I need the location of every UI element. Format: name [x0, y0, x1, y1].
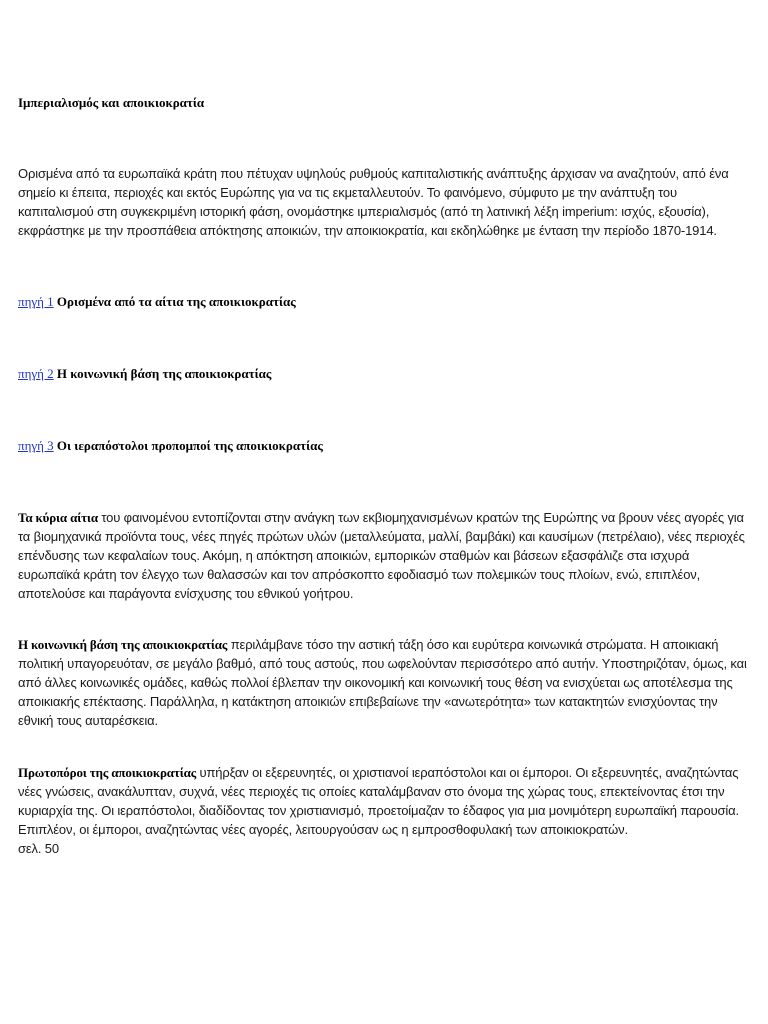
source-3-title: Οι ιεραπόστολοι προπομποί της αποικιοκρατίας	[56, 438, 323, 453]
paragraph-pioneers-lead: Πρωτοπόροι της αποικιοκρατίας	[18, 765, 197, 780]
paragraph-social-base-text: περιλάμβανε τόσο την αστική τάξη όσο και ευρύτερα κοινωνικά στρώματα. Η αποικιακή πολιτική υπαγορευόταν, σε μεγάλο βαθμό, από τους αστούς, που ωφελούνταν περισσότερο από αυτήν. Υποστηριζόταν, όμως, και από άλλες κοινωνικές ομάδες, καθώς πολλοί έβλεπαν την οικονομική και κοινωνική τους θέση να ενισχύεται ως αποτέλεσμα της αποικιακής επέκτασης. Παράλληλα, η κατάκτηση αποικιών επιβεβαίωνε την «ανωτερότητα» των κατακτητών ενισχύοντας την εθνική τους αυταρέσκεια.	[18, 637, 747, 728]
source-3-link[interactable]: πηγή 3	[18, 438, 54, 453]
paragraph-pioneers	[18, 763, 754, 858]
page-number: σελ. 50	[18, 841, 59, 856]
page-title: Ιμπεριαλισμός και αποικιοκρατία	[18, 95, 205, 110]
paragraph-pioneers-text: υπήρξαν οι εξερευνητές, οι χριστιανοί ιεραπόστολοι και οι έμποροι. Οι εξερευνητές, αναζητώντας νέες γνώσεις, ανακάλυπταν, συχνά, νέες περιοχές τις οποίες καταλάμβαναν στο όνομα της χώρας τους, επεκτείνοντας έτσι την κυριαρχία της. Οι ιεραπόστολοι, διαδίδοντας τον χριστιανισμό, προετοίμαζαν το έδαφος για μια μονιμότερη ευρωπαϊκή παρουσία. Επιπλέον, οι έμποροι, αναζητώντας νέες αγορές, λειτουργούσαν ως η εμπροσθοφυλακή των αποικιοκρατών.	[18, 765, 739, 837]
paragraph-causes	[18, 508, 754, 603]
source-2-title: Η κοινωνική βάση της αποικιοκρατίας	[56, 366, 272, 381]
paragraph-causes-text: του φαινομένου εντοπίζονται στην ανάγκη των εκβιομηχανισμένων κρατών της Ευρώπης να βρουν νέες αγορές για τα βιομηχανικά προϊόντα τους, νέες πηγές πρώτων υλών (μεταλλεύματα, μαλλί, βαμβάκι) και καυσίμων (πετρέλαιο), νέες περιοχές επένδυσης των κεφαλαίων τους. Ακόμη, η απόκτηση αποικιών, εμπορικών σταθμών και βάσεων εξασφάλιζε στα ισχυρά ευρωπαϊκά κράτη τον έλεγχο των θαλασσών και τον απρόσκοπτο εφοδιασμό των πολεμικών τους πλοίων, ενώ, επιπλέον, αποτελούσε και παράγοντα ενίσχυσης του εθνικού γοήτρου.	[18, 510, 745, 601]
intro-paragraph: Ορισμένα από τα ευρωπαϊκά κράτη που πέτυχαν υψηλούς ρυθμούς καπιταλιστικής ανάπτυξης άρχισαν να αναζητούν, από ένα σημείο κι έπειτα, περιοχές και εκτός Ευρώπης για να τις εκμεταλλευτούν. Το φαινόμενο, σύμφυτο με την ανάπτυξη του καπιταλισμού στη συγκεκριμένη ιστορική φάση, ονομάστηκε ιμπεριαλισμός (από τη λατινική λέξη imperium: ισχύς, εξουσία), εκφράστηκε με την προσπάθεια απόκτησης αποικιών, την αποικιοκρατία, και εκδηλώθηκε με ένταση την περίοδο 1870-1914.	[18, 166, 729, 238]
source-2-link[interactable]: πηγή 2	[18, 366, 54, 381]
source-1-link[interactable]: πηγή 1	[18, 294, 54, 309]
paragraph-social-base-lead: Η κοινωνική βάση της αποικιοκρατίας	[18, 637, 228, 652]
source-3	[18, 438, 323, 454]
source-1	[18, 294, 296, 310]
paragraph-causes-lead: Τα κύρια αίτια	[18, 510, 98, 525]
paragraph-social-base	[18, 635, 754, 730]
source-1-title: Ορισμένα από τα αίτια της αποικιοκρατίας	[56, 294, 296, 309]
source-2	[18, 366, 271, 382]
